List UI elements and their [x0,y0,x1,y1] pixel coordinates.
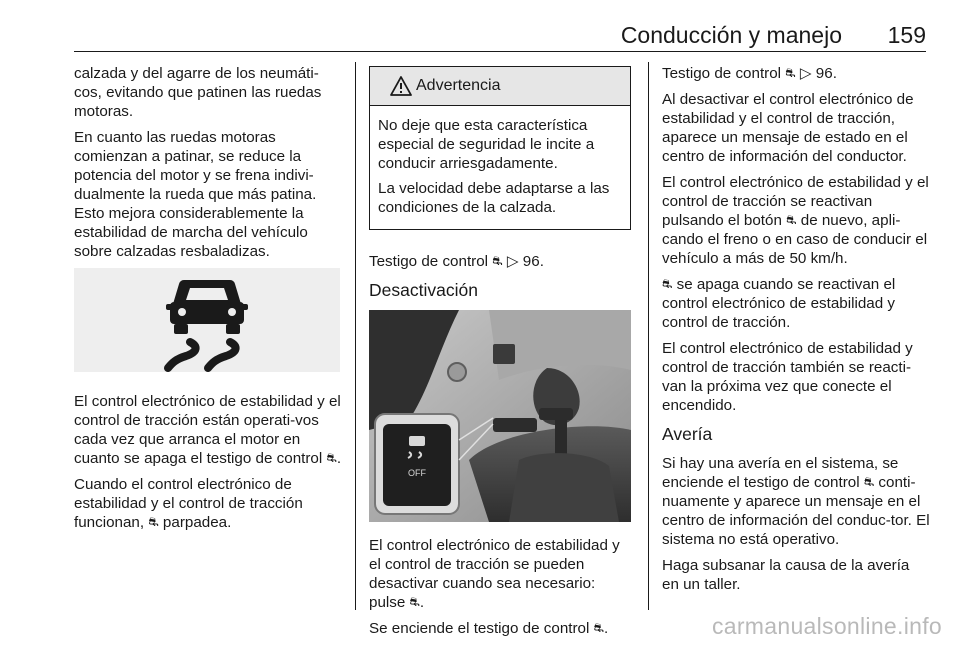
esc-off-icon: ⛐ [662,277,673,291]
esc-off-icon: ⛐ [785,66,796,80]
esc-off-icon: ⛐ [409,595,420,609]
esc-indicator-figure [74,268,340,372]
watermark: carmanualsonline.info [711,613,942,639]
esc-warning-icon: ⛐ [148,515,159,529]
esc-off-icon: ⛐ [593,621,604,635]
paragraph: El control electrónico de estabilidad y el control de tracción se reactivan pulsando el botón ⛐ de nuevo, apli-cando el freno o en caso de conducir el vehículo a más de 50 km/h. [662,174,929,267]
warning-text: No deje que esta característica especial de seguridad le incite a conducir arriesgadamente. [378,117,595,172]
paragraph: ⛐ se apaga cuando se reactivan el control electrónico de estabilidad y control de tracción. [662,276,896,331]
header-rule [74,51,926,52]
column-divider-2 [648,62,649,610]
warning-title: Advertencia [416,77,501,94]
page-header [74,22,926,50]
paragraph: Cuando el control electrónico de estabilidad y el control de tracción funcionan, ⛐ parpadea. [74,476,303,531]
paragraph: Haga subsanar la causa de la avería en un taller. [662,557,910,593]
column-2 [369,64,634,645]
esc-warning-icon: ⛐ [326,451,337,465]
paragraph: Testigo de control ⛐ ▷ 96. [662,65,837,82]
column-divider-1 [355,62,356,610]
paragraph: Se enciende el testigo de control ⛐. [369,620,609,637]
off-button-label: OFF [408,468,426,478]
paragraph: calzada y del agarre de los neumáti-cos, evitando que patinen las ruedas motoras. [74,65,322,120]
paragraph: Si hay una avería en el sistema, se enciende el testigo de control ⛐ conti-nuamente y aparece un mensaje en el centro de información del conduc-tor. El sistema no está operativo. [662,455,930,548]
section-heading: Avería [662,424,713,444]
page-ref-icon: ▷ [506,253,519,270]
warning-header [370,67,630,106]
page-title: Conducción y manejo [620,22,842,48]
paragraph: El control electrónico de estabilidad y el control de tracción se pueden desactivar cuando sea necesario: pulse ⛐. [369,537,620,611]
warning-body [370,106,630,229]
skidding-car-icon [74,268,340,372]
esc-off-button-photo [369,310,631,522]
warning-text: La velocidad debe adaptarse a las condiciones de la calzada. [378,180,610,216]
column-1 [74,64,344,539]
paragraph: Al desactivar el control electrónico de estabilidad y el control de tracción, aparece un mensaje de estado en el centro de información del conductor. [662,91,914,165]
esc-warning-icon: ⛐ [492,254,503,268]
page-number: 159 [887,22,926,48]
warning-icon [390,76,412,96]
paragraph: El control electrónico de estabilidad y el control de tracción están operati-vos cada vez que arranca el motor en cuanto se apaga el testigo de control ⛐. [74,393,342,467]
page-ref-icon: ▷ [799,65,812,82]
section-heading: Desactivación [369,280,478,300]
paragraph: Testigo de control ⛐ ▷ 96. [369,253,544,270]
warning-box [369,66,631,230]
paragraph: El control electrónico de estabilidad y control de tracción también se reacti-van la próxima vez que conecte el encendido. [662,340,913,414]
esc-off-icon: ⛐ [786,213,797,227]
paragraph: En cuanto las ruedas motoras comienzan a patinar, se reduce la potencia del motor y se frena indivi-dualmente la rueda que más patina. Esto mejora considerablemente la estabilidad de marcha del vehículo sobre calzadas resbaladizas. [74,129,317,260]
esc-warning-icon: ⛐ [863,475,875,489]
console-illustration [369,310,631,522]
column-3 [662,64,930,601]
